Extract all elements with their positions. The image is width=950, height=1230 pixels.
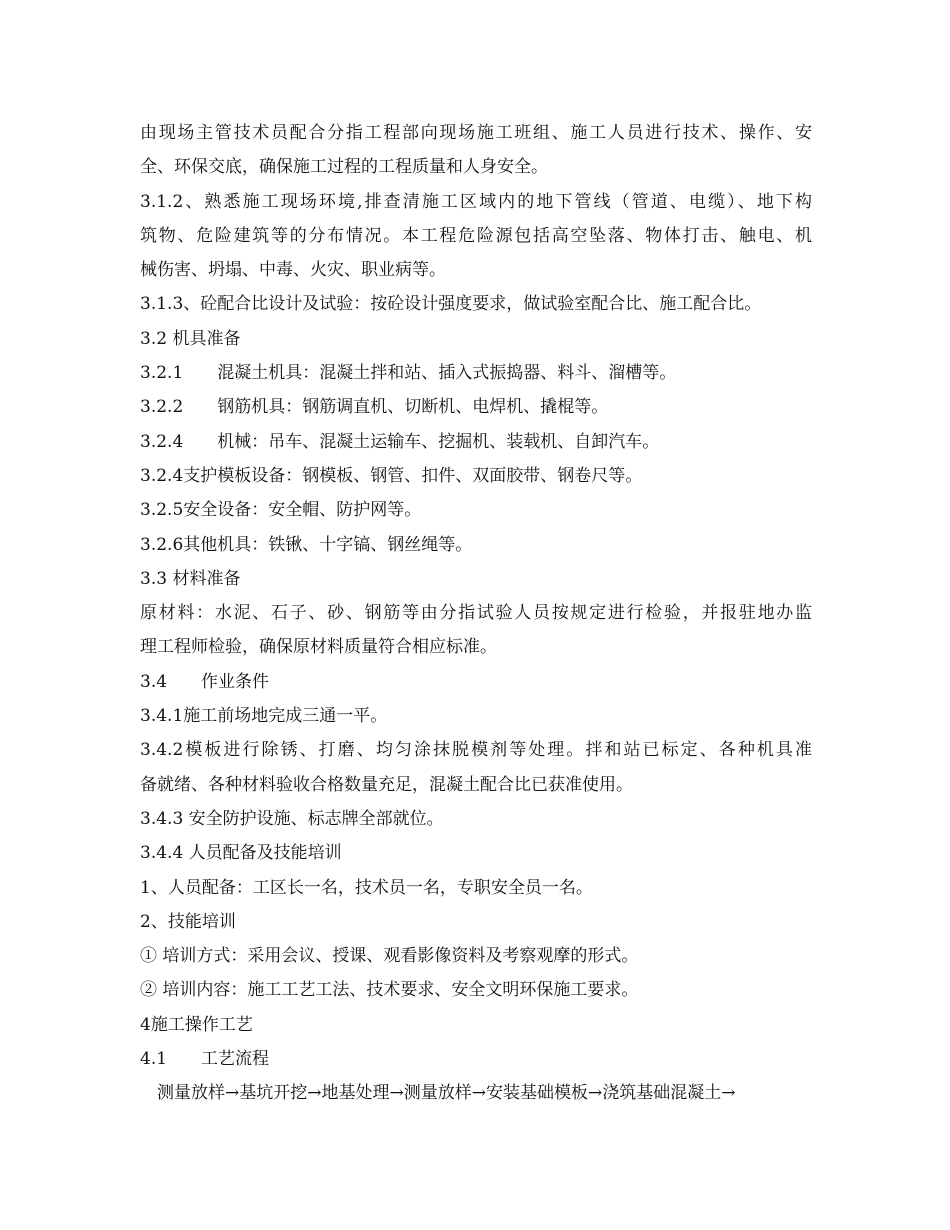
text-line: 筑物、危险建筑等的分布情况。本工程危险源包括高空坠落、物体打击、触电、机 bbox=[140, 225, 812, 246]
item-number: 3.4 bbox=[140, 671, 168, 692]
text-line: 理工程师检验，确保原材料质量符合相应标准。 bbox=[140, 637, 497, 658]
text-line bbox=[140, 356, 812, 390]
text-line: 3.4.1施工前场地完成三通一平。 bbox=[140, 706, 388, 727]
text-line: 全、环保交底，确保施工过程的工程质量和人身安全。 bbox=[140, 157, 548, 178]
item-text: 作业条件 bbox=[201, 671, 270, 692]
text-line: 由现场主管技术员配合分指工程部向现场施工班组、施工人员进行技术、操作、安 bbox=[140, 123, 812, 143]
section-heading bbox=[140, 665, 812, 699]
text-line: 3.4.2模板进行除锈、打磨、均匀涂抹脱模剂等处理。拌和站已标定、各种机具准 bbox=[140, 740, 812, 761]
text-line: 3.1.3、砼配合比设计及试验：按砼设计强度要求，做试验室配合比、施工配合比。 bbox=[140, 294, 762, 315]
process-flow-line: 测量放样→基坑开挖→地基处理→测量放样→安装基础模板→浇筑基础混凝土→ bbox=[157, 1083, 736, 1104]
section-heading: 3.2 机具准备 bbox=[140, 328, 241, 349]
item-text: 混凝土机具：混凝土拌和站、插入式振捣器、料斗、溜槽等。 bbox=[217, 363, 677, 384]
item-text: 机械：吊车、混凝土运输车、挖掘机、装载机、自卸汽车。 bbox=[217, 431, 660, 452]
text-line: 1、人员配备：工区长一名，技术员一名，专职安全员一名。 bbox=[140, 877, 593, 898]
text-line: 3.2.5安全设备：安全帽、防护网等。 bbox=[140, 500, 422, 521]
text-line: ② 培训内容：施工工艺工法、技术要求、安全文明环保施工要求。 bbox=[140, 980, 639, 1001]
text-line: 械伤害、坍塌、中毒、火灾、职业病等。 bbox=[140, 260, 446, 281]
text-line: ① 培训方式：采用会议、授课、观看影像资料及考察观摩的形式。 bbox=[140, 946, 639, 967]
document-body bbox=[140, 116, 812, 1111]
text-line: 备就绪、各种材料验收合格数量充足，混凝土配合比已获准使用。 bbox=[140, 774, 633, 795]
section-heading: 3.3 材料准备 bbox=[140, 568, 241, 589]
item-text: 工艺流程 bbox=[201, 1049, 270, 1070]
text-line: 3.1.2、熟悉施工现场环境,排查清施工区域内的地下管线（管道、电缆）、地下构 bbox=[140, 191, 812, 212]
section-heading bbox=[140, 1042, 812, 1076]
text-line: 3.2.4支护模板设备：钢模板、钢管、扣件、双面胶带、钢卷尺等。 bbox=[140, 465, 643, 486]
item-number: 3.2.4 bbox=[140, 431, 184, 452]
section-heading: 4施工操作工艺 bbox=[140, 1014, 253, 1035]
text-line: 3.2.6其他机具：铁锹、十字镐、钢丝绳等。 bbox=[140, 534, 473, 555]
item-number: 3.2.1 bbox=[140, 363, 184, 384]
text-line bbox=[140, 425, 812, 459]
text-line bbox=[140, 390, 812, 424]
text-line: 原材料：水泥、石子、砂、钢筋等由分指试验人员按规定进行检验，并报驻地办监 bbox=[140, 603, 812, 624]
item-text: 钢筋机具：钢筋调直机、切断机、电焊机、撬棍等。 bbox=[217, 397, 609, 418]
text-line: 3.4.3 安全防护设施、标志牌全部就位。 bbox=[140, 808, 444, 829]
text-line: 2、技能培训 bbox=[140, 911, 236, 932]
text-line: 3.4.4 人员配备及技能培训 bbox=[140, 843, 342, 864]
item-number: 4.1 bbox=[140, 1049, 168, 1070]
item-number: 3.2.2 bbox=[140, 397, 184, 418]
